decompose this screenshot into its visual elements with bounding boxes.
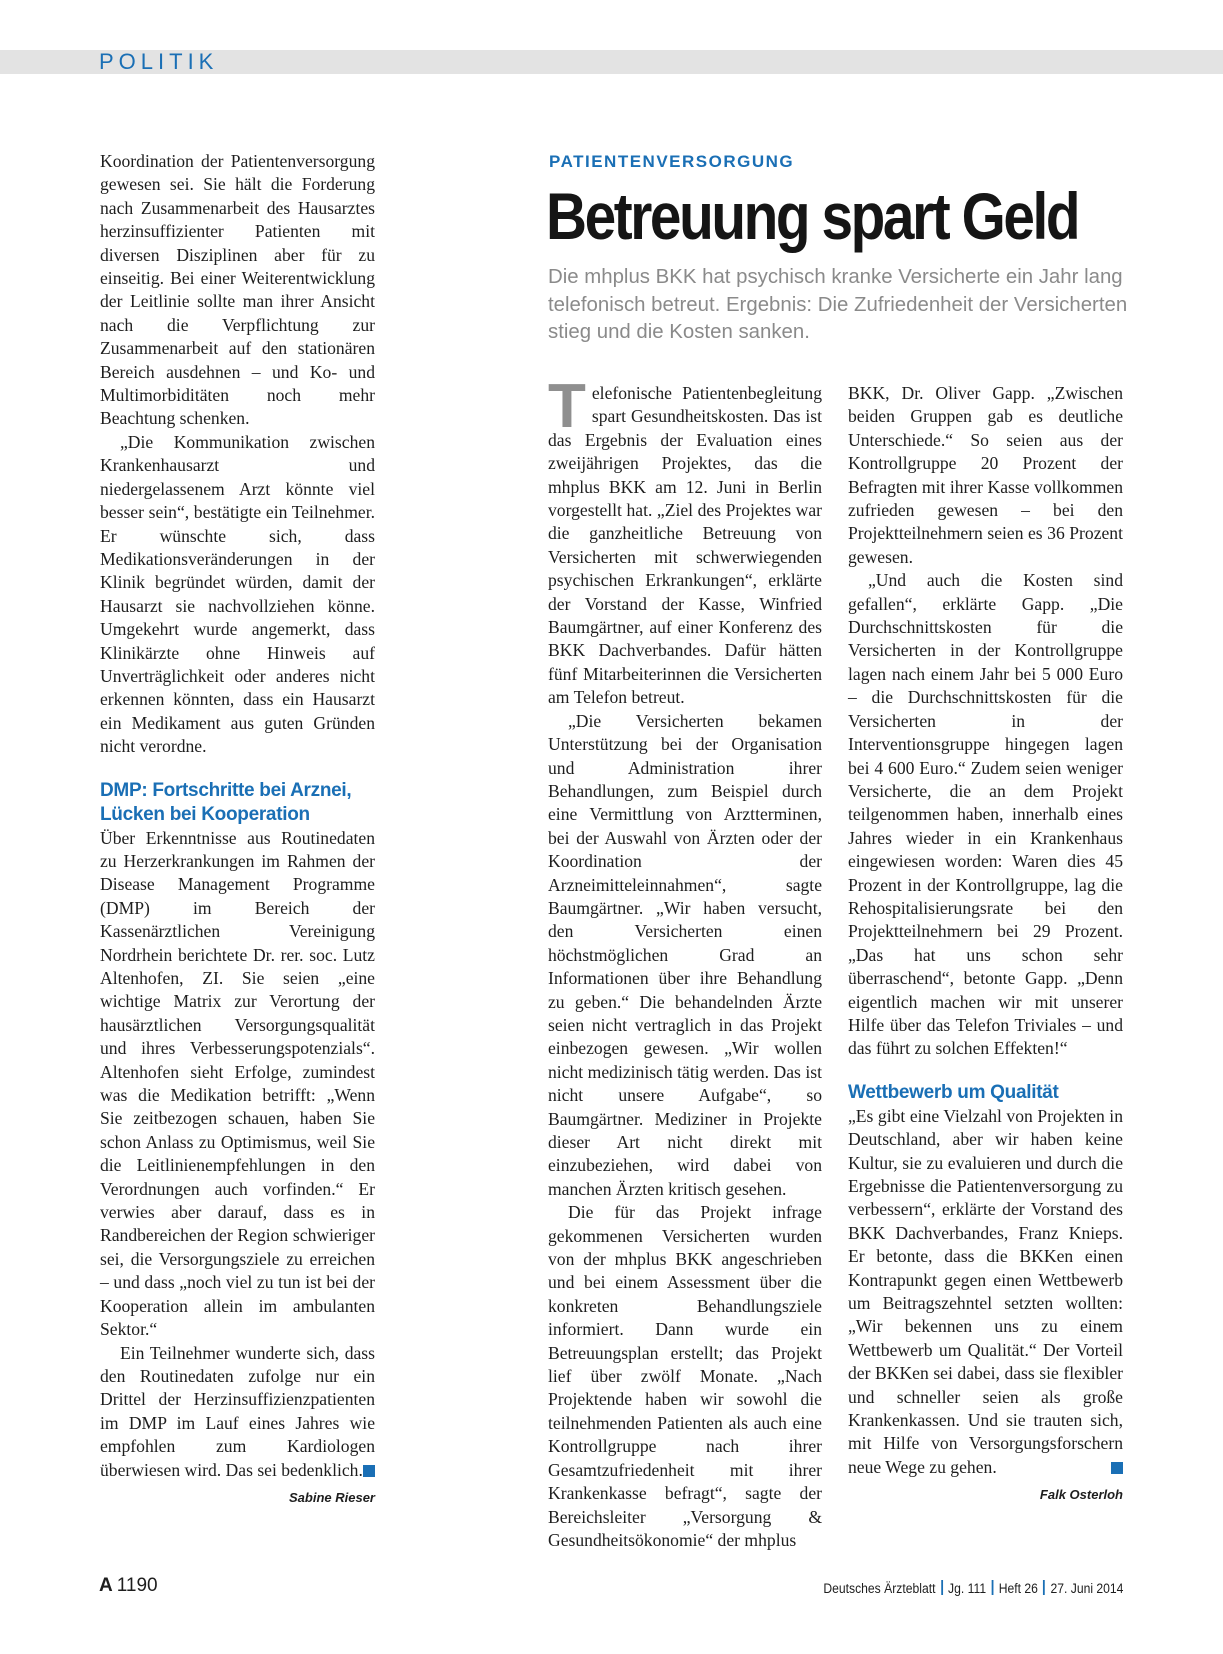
paragraph-text: elefonische Patientenbegleitung spart Gesundheitskosten. Das ist das Ergebnis der Evaluation eines zweijährigen Projektes, das die mhplus BKK am 12. Juni in Berlin vorgestellt hat. „Ziel des Projektes war die ganzheitliche Betreuung von Versicherten mit schwerwiegenden psychischen Erkrankungen“, erklärte der Vorstand der Kasse, Winfried Baumgärtner, auf einer Konferenz des BKK Dachverbandes. Dafür hätten fünf Mitarbeiterinnen die Versicherten am Telefon betreut. (548, 383, 822, 708)
section-label: POLITIK (99, 49, 219, 74)
journal-name: Deutsches Ärzteblatt (822, 1581, 935, 1596)
subheading: Wettbewerb um Qualität (848, 1081, 1059, 1103)
body-paragraph (100, 1342, 375, 1482)
middle-column (548, 372, 822, 1552)
journal-volume: Jg. 111 (947, 1581, 986, 1596)
body-paragraph: Koordination der Patientenversorgung gewesen sei. Sie hält die Forderung nach Zusammenarbeit des Hausarztes herzinsuffizienter Patienten mit diversen Disziplinen aber für zu einseitig. Bei einer Weiterentwicklung der Leitlinie sollte man ihrer Ansicht nach die Verpflichtung zur Zusammenarbeit auf den stationären Bereich ausdehnen – und Ko- und Multimorbiditäten noch mehr Beachtung schenken. (100, 151, 375, 429)
subheading: DMP: Fortschritte bei Arznei, Lücken bei Kooperation (100, 779, 352, 825)
right-column (848, 382, 1123, 1507)
body-paragraph: BKK, Dr. Oliver Gapp. „Zwischen beiden Gruppen gab es deutliche Unterschiede.“ So seien aus der Kontrollgruppe 20 Prozent der Befragten mit ihrer Kasse vollkommen zufrieden gewesen – bei den Projektteilnehmern seien es 36 Prozent gewesen. (848, 383, 1123, 567)
separator (991, 1580, 993, 1595)
left-column (100, 150, 375, 1509)
end-of-article-square-icon (363, 1465, 375, 1477)
drop-cap: T (548, 372, 586, 441)
author-byline: Falk Osterloh (1039, 1487, 1123, 1503)
article-headline: Betreuung spart Geld (546, 179, 1079, 253)
paragraph-text: Ein Teilnehmer wunderte sich, dass den Routinedaten zufolge nur ein Drittel der Herzinsuffizienzpatienten im DMP im Lauf eines Jahres wie empfohlen zum Kardiologen überwiesen wird. Das sei bedenklich. (100, 1342, 375, 1480)
body-paragraph: „Die Versicherten bekamen Unterstützung bei der Organisation und Administration ihrer Behandlungen, zum Beispiel durch eine Vermittlung von Arztterminen, bei der Auswahl von Ärzten oder der Koordination der Arzneimitteleinnahmen“, sagte Baumgärtner. „Wir haben versucht, den Versicherten einen höchstmöglichen Grad an Informationen über ihre Behandlung zu geben.“ Die behandelnden Ärzte seien nicht vertraglich in das Projekt einbezogen gewesen. „Wir wollen nicht medizinisch tätig werden. Das ist nicht unsere Aufgabe“, so Baumgärtner. Mediziner in Projekte dieser Art nicht direkt mit einzubeziehen, wird dabei von manchen Ärzten kritisch gesehen. (548, 710, 822, 1199)
journal-date: 27. Juni 2014 (1050, 1581, 1123, 1596)
paragraph-text: „Es gibt eine Vielzahl von Projekten in Deutschland, aber wir haben keine Kultur, sie zu evaluieren und durch die Ergebnisse die Patientenversorgung zu verbessern“, erklärte der Vorstand des BKK Dachverbandes, Franz Knieps. Er betonte, dass die BKKen einen Kontrapunkt gegen einen Wettbewerb um Beitragszehntel setzten wollten: „Wir bekennen uns zu einem Wettbewerb um Qualität.“ Der Vorteil der BKKen sei dabei, dass sie flexibler und schneller seien als große Krankenkassen. Und sie trauten sich, mit Hilfe von Versorgungsforschern neue Wege zu gehen. (848, 1105, 1123, 1477)
separator (940, 1580, 942, 1595)
author-byline: Sabine Rieser (289, 1489, 375, 1505)
journal-info (823, 1580, 1123, 1596)
article-lede: Die mhplus BKK hat psychisch kranke Versicherte ein Jahr lang telefonisch betreut. Ergebnis: Die Zufriedenheit der Versicherten stieg und die Kosten sanken. (548, 266, 1128, 343)
body-paragraph (548, 372, 822, 710)
body-paragraph (848, 1105, 1123, 1480)
page-number-value: 1190 (116, 1575, 158, 1596)
end-of-article-square-icon (1111, 1462, 1123, 1474)
separator (1043, 1580, 1045, 1595)
body-paragraph: „Und auch die Kosten sind gefallen“, erklärte Gapp. „Die Durchschnittskosten für die Versicherten in der Kontrollgruppe lagen nach einem Jahr bei 5 000 Euro – die Durchschnittskosten für die Versicherten in der Interventionsgruppe hingegen lagen bei 4 600 Euro.“ Zudem seien weniger Versicherte, die an dem Projekt teilgenommen haben, innerhalb eines Jahres wieder in ein Krankenhaus eingewiesen worden: Waren dies 45 Prozent in der Kontrollgruppe, lag die Rehospitalisierungsrate bei den Projektteilnehmern bei 29 Prozent. „Das hat uns schon sehr überraschend“, betonte Gapp. „Denn eigentlich machen wir mit unserer Hilfe über das Telefon Triviales – und das führt zu solchen Effekten!“ (848, 570, 1123, 1059)
body-paragraph: Über Erkenntnisse aus Routinedaten zu Herzerkrankungen im Rahmen der Disease Management Programme (DMP) im Bereich der Kassenärztlichen Vereinigung Nordrhein berichtete Dr. rer. soc. Lutz Altenhofen, ZI. Sie seien „eine wichtige Matrix zur Verortung der hausärztlichen Versorgungsqualität und ihres Verbesserungspotenzials“. Altenhofen sieht Erfolge, zumindest was die Medikation betrifft: „Wenn Sie zeitbezogen schauen, haben Sie schon Anlass zu Optimismus, weil Sie die Leitlinienempfehlungen in den Verordnungen auch vorfinden.“ Er verwies aber darauf, dass es in Randbereichen der Region schwieriger sei, die Versorgungsziele zu erreichen – und dass „noch viel zu tun ist bei der Kooperation allein im ambulanten Sektor.“ (100, 827, 375, 1340)
page-prefix: A (99, 1575, 113, 1596)
body-paragraph: „Die Kommunikation zwischen Krankenhausarzt und niedergelassenem Arzt könnte viel besser sein“, bestätigte ein Teilnehmer. Er wünschte sich, dass Medikationsveränderungen in der Klinik begründet würden, damit der Hausarzt sie nachvollziehen könne. Umgekehrt wurde angemerkt, dass Klinikärzte ohne Hinweis auf Unverträglichkeit oder anderes nicht erkennen könnten, dass ein Hausarzt ein Medikament aus guten Gründen nicht verordne. (100, 431, 375, 757)
page-number (99, 1575, 158, 1597)
article-kicker: PATIENTENVERSORGUNG (549, 152, 795, 171)
body-paragraph: Die für das Projekt infrage gekommenen Versicherten wurden von der mhplus BKK angeschrieben und bei einem Assessment über die konkreten Behandlungsziele informiert. Dann wurde ein Betreuungsplan erstellt; das Projekt lief über zwölf Monate. „Nach Projektende haben wir sowohl die teilnehmenden Patienten als auch eine Kontrollgruppe nach ihrer Gesamtzufriedenheit mit ihrer Krankenkasse befragt“, sagte der Bereichsleiter „Versorgung & Gesundheitsökonomie“ der mhplus (548, 1202, 822, 1550)
journal-issue: Heft 26 (998, 1581, 1038, 1596)
